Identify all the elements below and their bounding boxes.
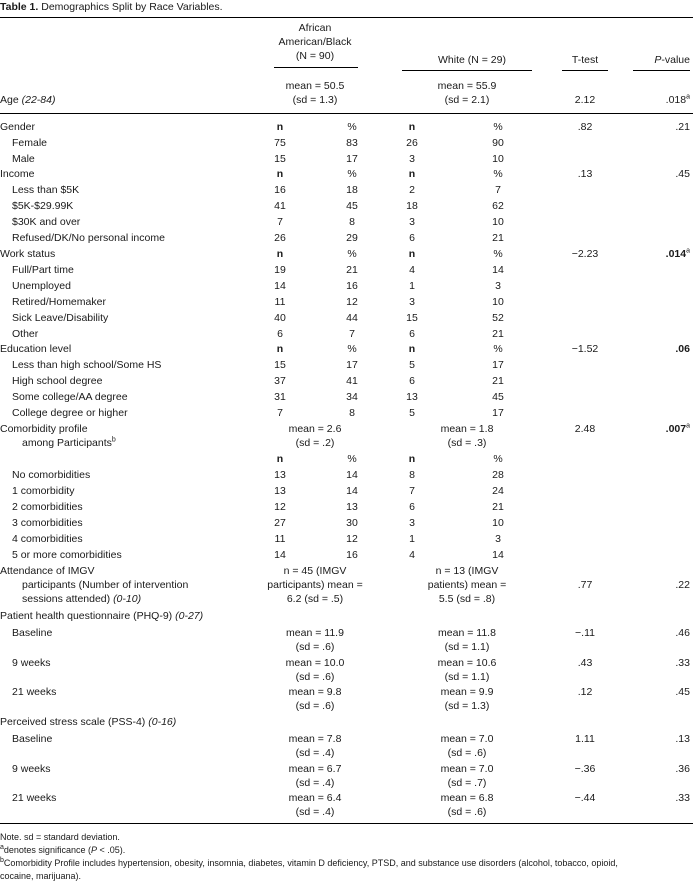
phq-row-g1-sd: (sd = .6) (295, 700, 335, 712)
comorbidity-row-p1: 13 (346, 500, 358, 513)
phq-row-ttest: .12 (577, 686, 593, 698)
gender-label: Gender (0, 121, 36, 133)
income-row-n2: 3 (409, 215, 415, 228)
age-ttest: 2.12 (574, 94, 596, 106)
phq-row-g1-sd: (sd = .6) (295, 670, 335, 683)
age-g1-sd: (sd = 1.3) (292, 94, 338, 106)
work-row-p2: 3 (495, 279, 501, 292)
comorbidity-row-label: 4 comorbidities (12, 532, 83, 545)
comorbidity-row-label: 3 comorbidities (12, 516, 83, 529)
work-label: Work status (0, 248, 56, 260)
phq-row-g2-mean: mean = 9.9 (440, 686, 494, 698)
gender-row-p2: 10 (492, 152, 504, 165)
income-row-label: Less than $5K (12, 183, 80, 196)
income-n-header-2: n (408, 168, 416, 180)
pss-row-ttest: 1.11 (575, 733, 595, 745)
education-ttest: −1.52 (571, 343, 599, 355)
work-row-n2: 6 (409, 327, 415, 340)
pss-row-pvalue: .33 (675, 792, 690, 804)
gender-row-label: Male (12, 152, 35, 165)
age-label: Age (22-84) (0, 94, 56, 106)
phq-row-ttest: .43 (577, 656, 593, 669)
pss-row-ttest: −.36 (574, 762, 596, 775)
comorbidity-row-p2: 10 (492, 516, 504, 529)
pss-row-g2-sd: (sd = .7) (447, 776, 487, 789)
education-label: Education level (0, 343, 72, 355)
education-row-p1: 41 (346, 374, 358, 387)
age-g2-mean: mean = 55.9 (437, 80, 497, 92)
gender-row-n1: 15 (274, 152, 286, 165)
education-row-label: Some college/AA degree (12, 390, 128, 403)
pss-row-g2-mean: mean = 6.8 (440, 792, 494, 804)
header-pvalue: P-value (654, 54, 690, 66)
income-label: Income (0, 168, 35, 180)
income-row-n2: 2 (409, 183, 415, 196)
income-row-label: $30K and over (12, 215, 81, 228)
comorbidity-row-p2: 21 (492, 500, 504, 513)
income-row-n1: 16 (274, 183, 286, 196)
comorbidity-g1-sd: (sd = .2) (295, 437, 335, 449)
income-row-n1: 41 (274, 199, 286, 212)
work-pct-header-2: % (493, 248, 503, 260)
phq-row-ttest: −.11 (575, 627, 595, 639)
comorbidity-pct-header: % (347, 453, 357, 465)
gender-pct-header-2: % (493, 121, 503, 133)
comorbidity-pct-header-2: % (493, 453, 503, 465)
work-row-p2: 21 (492, 327, 504, 340)
header-pvalue-rule (633, 70, 690, 71)
income-row-label: $5K-$29.99K (12, 199, 74, 212)
work-row-p1: 12 (346, 295, 358, 308)
phq-row-g1-mean: mean = 10.0 (285, 656, 345, 669)
comorbidity-row-p1: 14 (346, 484, 358, 497)
work-pct-header: % (347, 248, 357, 260)
phq-row-g1-mean: mean = 11.9 (286, 627, 344, 639)
comorbidity-row-p1: 30 (346, 516, 358, 529)
note-comorbidity-cont: cocaine, marijuana). (0, 871, 82, 881)
work-row-p2: 14 (492, 263, 504, 276)
header-group2: White (N = 29) (438, 54, 506, 66)
comorbidity-g2-mean: mean = 1.8 (440, 423, 494, 435)
education-pvalue: .06 (675, 343, 690, 355)
gender-row-p1: 17 (346, 152, 358, 165)
gender-row-n2: 26 (406, 136, 418, 149)
pss-row-label: Baseline (12, 733, 53, 745)
attendance-label-3: sessions attended) (0-10) (22, 593, 142, 605)
pss-label: Perceived stress scale (PSS-4) (0-16) (0, 716, 177, 728)
income-row-p1: 18 (346, 183, 358, 196)
income-pct-header-2: % (493, 168, 503, 180)
comorbidity-n-header: n (276, 453, 284, 465)
comorbidity-row-n1: 12 (274, 500, 286, 513)
income-row-label: Refused/DK/No personal income (12, 231, 165, 244)
comorbidity-row-p2: 3 (495, 532, 501, 545)
header-group1-rule (274, 67, 358, 68)
gender-row-p1: 83 (346, 136, 358, 149)
education-n-header-2: n (408, 343, 416, 355)
comorbidity-row-label: 5 or more comorbidities (12, 548, 122, 561)
note-sd: Note. sd = standard deviation. (0, 832, 120, 842)
note-significance: $^a$denotes significance (P < .05). (0, 844, 126, 855)
education-row-label: High school degree (12, 374, 103, 387)
pss-row-pvalue: .36 (675, 762, 690, 775)
comorbidity-row-p1: 16 (346, 548, 358, 561)
comorbidity-row-n2: 3 (409, 516, 415, 529)
education-row-n2: 13 (406, 390, 418, 403)
comorbidity-row-p2: 14 (492, 548, 504, 561)
work-row-label: Unemployed (12, 279, 71, 292)
education-row-n1: 15 (274, 358, 286, 371)
education-pct-header: % (347, 343, 357, 355)
work-row-n1: 40 (274, 311, 286, 324)
pss-row-g1-sd: (sd = .4) (295, 806, 335, 818)
pss-row-label: 21 weeks (12, 792, 57, 804)
income-row-p1: 45 (346, 199, 358, 212)
income-row-p2: 62 (492, 199, 504, 212)
income-row-p2: 7 (495, 183, 501, 196)
pss-row-g2-mean: mean = 7.0 (440, 733, 494, 745)
comorbidity-row-n2: 8 (409, 469, 415, 481)
income-row-n2: 18 (406, 199, 418, 212)
work-row-p1: 16 (346, 279, 358, 292)
comorbidity-row-n2: 4 (409, 548, 415, 561)
education-row-p1: 34 (346, 390, 358, 403)
pss-row-ttest: −.44 (574, 792, 596, 804)
education-pct-header-2: % (493, 343, 503, 355)
gender-n-header-2: n (408, 121, 416, 133)
comorbidity-row-label: 2 comorbidities (12, 500, 83, 513)
education-row-label: College degree or higher (12, 406, 128, 419)
comorbidity-row-n1: 14 (274, 548, 286, 561)
pss-row-g2-sd: (sd = .6) (447, 747, 487, 759)
phq-row-pvalue: .33 (675, 656, 690, 669)
work-row-n1: 11 (274, 295, 286, 308)
income-ttest: .13 (577, 168, 593, 180)
education-row-n1: 7 (277, 406, 283, 419)
work-row-p1: 44 (346, 311, 358, 324)
comorbidity-label: Comorbidity profile (0, 423, 88, 435)
phq-row-label: 21 weeks (12, 686, 57, 698)
comorbidity-row-p1: 14 (346, 469, 358, 481)
gender-pct-header: % (347, 121, 357, 133)
income-row-n1: 26 (274, 231, 286, 244)
comorbidity-g1-mean: mean = 2.6 (288, 423, 342, 435)
pss-row-g1-mean: mean = 6.4 (288, 792, 342, 804)
pss-row-pvalue: .13 (675, 733, 690, 745)
work-row-label: Full/Part time (12, 263, 74, 276)
work-row-n2: 3 (409, 295, 415, 308)
pss-row-g1-sd: (sd = .4) (295, 776, 335, 789)
pss-row-g1-mean: mean = 7.8 (288, 733, 342, 745)
phq-row-g1-mean: mean = 9.8 (288, 686, 342, 698)
income-n-header: n (276, 168, 284, 180)
comorbidity-row-n1: 13 (274, 469, 286, 481)
table-caption (0, 0, 223, 14)
work-row-label: Sick Leave/Disability (12, 311, 109, 324)
income-row-p1: 29 (346, 231, 358, 244)
work-row-n2: 1 (409, 279, 415, 292)
header-bottom-rule (0, 113, 693, 114)
pss-row-g1-mean: mean = 6.7 (288, 762, 342, 775)
table-label: Table 1. (0, 1, 39, 13)
header-group2-rule (402, 70, 532, 71)
education-row-n1: 31 (274, 390, 286, 403)
top-rule (0, 17, 693, 18)
work-row-label: Other (12, 327, 39, 340)
work-row-n1: 6 (277, 327, 283, 340)
gender-row-n1: 75 (274, 136, 286, 149)
education-n-header: n (276, 343, 284, 355)
work-row-n1: 19 (274, 263, 286, 276)
phq-row-g2-sd: (sd = 1.1) (444, 641, 490, 653)
education-row-n2: 5 (409, 406, 415, 419)
comorbidity-row-label: No comorbidities (12, 469, 91, 481)
gender-pvalue: .21 (675, 121, 690, 133)
gender-row-label: Female (12, 136, 48, 149)
income-pct-header: % (347, 168, 357, 180)
comorbidity-row-p1: 12 (346, 532, 358, 545)
education-row-p2: 21 (492, 374, 504, 387)
comorbidity-row-n1: 13 (274, 484, 286, 497)
table-title: Demographics Split by Race Variables. (41, 1, 223, 13)
education-row-p2: 17 (492, 358, 504, 371)
attendance-g1-line1: n = 45 (IMGV (283, 565, 347, 577)
work-row-n1: 14 (274, 279, 286, 292)
phq-row-g2-sd: (sd = 1.1) (444, 670, 490, 683)
note-comorbidity: $^b$Comorbidity Profile includes hypertension, obesity, insomnia, diabetes, vitamin D deficiency, PTSD, and substance use disorders (alcohol, tobacco, opioid, (0, 857, 618, 868)
pss-row-g2-sd: (sd = .6) (447, 806, 487, 818)
comorbidity-row-p2: 24 (492, 484, 504, 497)
age-g1-mean: mean = 50.5 (285, 80, 345, 92)
work-row-n2: 4 (409, 263, 415, 276)
work-pvalue: .014$^a$ (665, 247, 690, 260)
education-row-p1: 8 (349, 406, 355, 419)
pss-row-label: 9 weeks (12, 762, 51, 775)
attendance-pvalue: .22 (675, 579, 690, 591)
phq-row-label: 9 weeks (12, 656, 51, 669)
work-n-header-2: n (408, 248, 416, 260)
age-pvalue: .018$^a$ (665, 93, 690, 106)
income-row-n1: 7 (277, 215, 283, 228)
income-pvalue: .45 (675, 168, 690, 180)
comorbidity-row-label: 1 comorbidity (12, 484, 75, 497)
comorbidity-row-n2: 7 (409, 484, 415, 497)
phq-row-g2-mean: mean = 10.6 (437, 656, 497, 669)
education-row-p1: 17 (346, 358, 358, 371)
work-row-p1: 7 (349, 327, 355, 340)
comorbidity-row-n2: 6 (409, 500, 415, 513)
pss-row-g1-sd: (sd = .4) (295, 747, 335, 759)
header-group1-line2: American/Black (278, 36, 352, 48)
attendance-g2-line2: patients) mean = (427, 579, 507, 591)
gender-n-header: n (276, 121, 284, 133)
phq-row-g2-mean: mean = 11.8 (438, 627, 496, 639)
age-g2-sd: (sd = 2.1) (444, 94, 490, 106)
phq-row-g1-sd: (sd = .6) (295, 641, 335, 653)
education-row-p2: 45 (492, 390, 504, 403)
attendance-g2-line3: 5.5 (sd = .8) (438, 593, 496, 605)
attendance-g1-line3: 6.2 (sd = .5) (286, 593, 344, 605)
phq-row-pvalue: .46 (675, 627, 690, 639)
education-row-n1: 37 (274, 374, 286, 387)
gender-ttest: .82 (577, 121, 593, 133)
attendance-ttest: .77 (577, 579, 593, 591)
attendance-label: Attendance of IMGV (0, 565, 95, 577)
bottom-rule (0, 823, 693, 824)
header-group1-line3: (N = 90) (295, 50, 335, 62)
income-row-p2: 10 (492, 215, 504, 228)
gender-row-p2: 90 (492, 136, 504, 149)
gender-row-n2: 3 (409, 152, 415, 165)
education-row-label: Less than high school/Some HS (12, 358, 162, 371)
attendance-g2-line1: n = 13 (IMGV (435, 565, 499, 577)
comorbidity-row-n2: 1 (409, 532, 415, 545)
comorbidity-row-p2: 28 (492, 469, 504, 481)
comorbidity-row-n1: 27 (274, 516, 286, 529)
comorbidity-pvalue: .007$^a$ (665, 422, 690, 435)
comorbidity-g2-sd: (sd = .3) (447, 437, 487, 449)
header-group1-line1: African (298, 22, 332, 34)
income-row-p2: 21 (492, 231, 504, 244)
work-row-n2: 15 (406, 311, 418, 324)
comorbidity-label-2: among Participants$^b$ (22, 436, 116, 449)
work-row-p1: 21 (346, 263, 358, 276)
attendance-label-2: participants (Number of intervention (22, 579, 189, 591)
phq-row-pvalue: .45 (675, 686, 690, 698)
work-row-p2: 52 (492, 311, 504, 324)
header-ttest: T-test (571, 54, 599, 66)
pss-row-g2-mean: mean = 7.0 (440, 762, 494, 775)
work-row-p2: 10 (492, 295, 504, 308)
phq-row-g2-sd: (sd = 1.3) (444, 700, 490, 712)
comorbidity-ttest: 2.48 (574, 423, 596, 435)
education-row-p2: 17 (492, 406, 504, 419)
work-ttest: −2.23 (571, 248, 599, 260)
work-row-label: Retired/Homemaker (12, 295, 106, 308)
work-n-header: n (276, 248, 284, 260)
phq-row-label: Baseline (12, 627, 53, 639)
income-row-n2: 6 (409, 231, 415, 244)
education-row-n2: 6 (409, 374, 415, 387)
comorbidity-n-header-2: n (408, 453, 416, 465)
education-row-n2: 5 (409, 358, 415, 371)
income-row-p1: 8 (349, 215, 355, 228)
comorbidity-row-n1: 11 (274, 532, 286, 545)
header-ttest-rule (562, 70, 608, 71)
attendance-g1-line2: participants) mean = (267, 579, 363, 591)
phq-label: Patient health questionnaire (PHQ-9) (0-27) (0, 610, 204, 622)
